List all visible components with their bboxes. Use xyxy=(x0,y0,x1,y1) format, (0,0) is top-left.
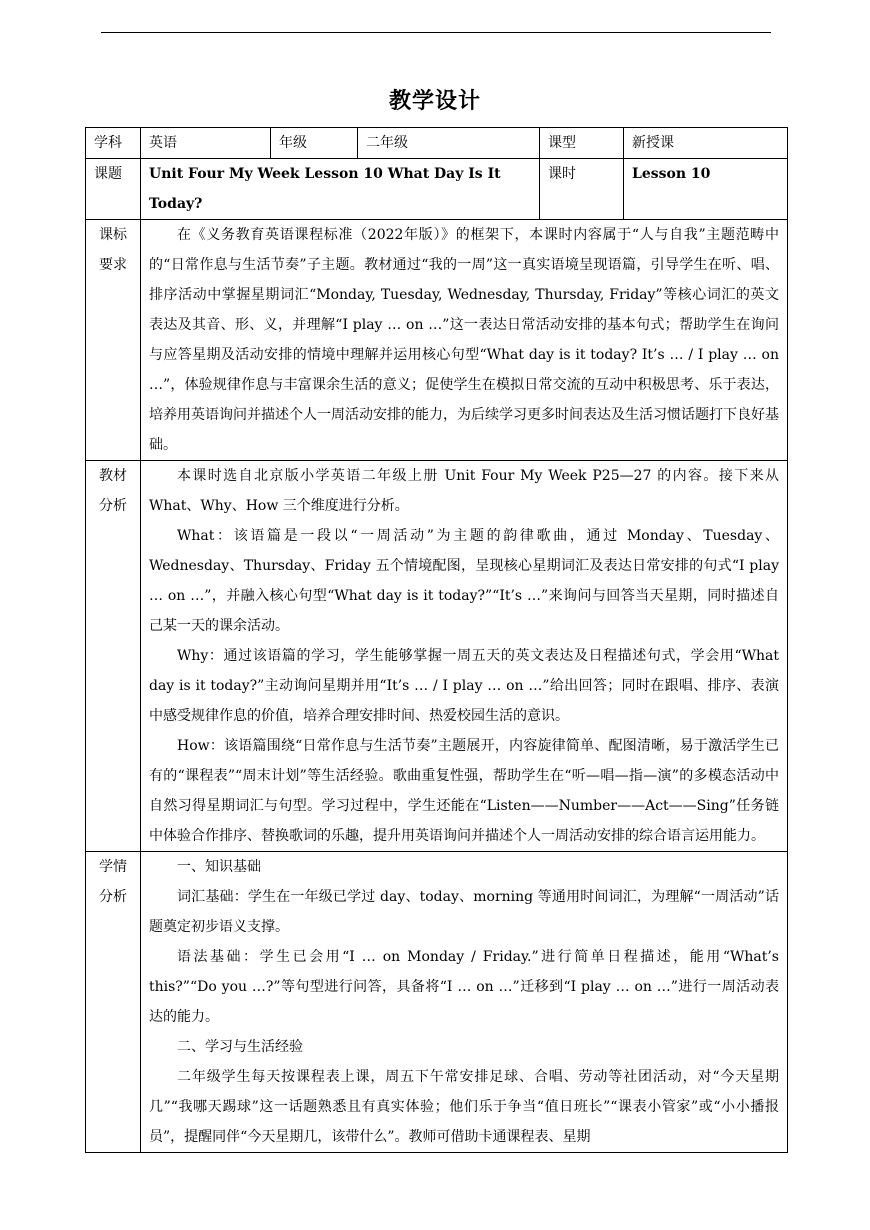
period-label: 课时 xyxy=(540,159,624,220)
lesson-type-value: 新授课 xyxy=(624,128,788,159)
grade-label: 年级 xyxy=(271,128,358,159)
header-rule xyxy=(101,32,771,33)
material-paragraph: 本课时选自北京版小学英语二年级上册 Unit Four My Week P25—27 的内容。接下来从What、Why、How 三个维度进行分析。 xyxy=(149,468,779,514)
learners-label: 学情 分析 xyxy=(86,852,141,1153)
learners-paragraph: 二年级学生每天按课程表上课，周五下午常安排足球、合唱、劳动等社团活动，对“今天星期几”“我哪天踢球”这一话题熟悉且有真实体验；他们乐于争当“值日班长”“课表小管家”或“小小播报员”，提醒同伴“今天星期几，该带什么”。教师可借助卡通课程表、星期 xyxy=(149,1069,779,1145)
period-value: Lesson 10 xyxy=(624,159,788,220)
document-title: 教学设计 xyxy=(388,88,481,114)
standards-label: 课标 要求 xyxy=(86,220,141,461)
standards-row xyxy=(86,220,788,461)
topic-label: 课题 xyxy=(86,159,141,220)
subject-value: 英语 xyxy=(141,128,271,159)
lesson-type-label: 课型 xyxy=(540,128,624,159)
learners-paragraph: 语法基础：学生已会用“I … on Monday / Friday.”进行简单日程描述，能用“What’s this?”“Do you …?”等句型进行问答，具备将“I … on …”迁移到“I play … on …”进行一周活动表达的能力。 xyxy=(149,949,779,1025)
standards-content xyxy=(141,220,788,461)
material-label: 教材 分析 xyxy=(86,461,141,852)
material-row xyxy=(86,461,788,852)
learners-content xyxy=(141,852,788,1153)
learners-paragraph: 一、知识基础 xyxy=(177,859,261,875)
learners-row xyxy=(86,852,788,1153)
standards-paragraph: 在《义务教育英语课程标准（2022年版）》的框架下，本课时内容属于“人与自我”主题范畴中的“日常作息与生活节奏”子主题。教材通过“我的一周”这一真实语境呈现语篇，引导学生在听、唱、排序活动中掌握星期词汇“Monday, Tuesday, Wednesday, Thursday, Friday”等核心词汇的英文表达及其音、形、义，并理解“I play … on …”这一表达日常活动安排的基本句式；帮助学生在询问与应答星期及活动安排的情境中理解并运用核心句型“What day is it today? It’s … / I play … on …”，体验规律作息与丰富课余生活的意义；促使学生在模拟日常交流的互动中积极思考、乐于表达，培养用英语询问并描述个人一周活动安排的能力，为后续学习更多时间表达及生活习惯话题打下良好基础。 xyxy=(149,227,779,453)
lesson-plan-table xyxy=(85,127,788,1153)
topic-value: Unit Four My Week Lesson 10 What Day Is It Today? xyxy=(141,159,540,220)
subject-label: 学科 xyxy=(86,128,141,159)
learners-paragraph: 二、学习与生活经验 xyxy=(177,1039,303,1055)
grade-value: 二年级 xyxy=(358,128,540,159)
learners-paragraph: 词汇基础：学生在一年级已学过 day、today、morning 等通用时间词汇，为理解“一周活动”话题奠定初步语义支撑。 xyxy=(149,889,779,935)
material-content xyxy=(141,461,788,852)
subject-row xyxy=(86,128,788,159)
material-paragraph: Why：通过该语篇的学习，学生能够掌握一周五天的英文表达及日程描述句式，学会用“What day is it today?”主动询问星期并用“It’s … / I play … on …”给出回答；同时在跟唱、排序、表演中感受规律作息的价值，培养合理安排时间、热爱校园生活的意识。 xyxy=(149,648,779,724)
topic-row xyxy=(86,159,788,220)
material-paragraph: How：该语篇围绕“日常作息与生活节奏”主题展开，内容旋律简单、配图清晰，易于激活学生已有的“课程表”“周末计划”等生活经验。歌曲重复性强，帮助学生在“听—唱—指—演”的多模态活动中自然习得星期词汇与句型。学习过程中，学生还能在“Listen——Number——Act——Sing”任务链中体验合作排序、替换歌词的乐趣，提升用英语询问并描述个人一周活动安排的综合语言运用能力。 xyxy=(149,738,779,844)
material-paragraph: What：该语篇是一段以“一周活动”为主题的韵律歌曲，通过 Monday、Tuesday、Wednesday、Thursday、Friday 五个情境配图，呈现核心星期词汇及表达日常安排的句式“I play … on …”，并融入核心句型“What day is it today?”“It’s …”来询问与回答当天星期，同时描述自己某一天的课余活动。 xyxy=(149,528,779,634)
